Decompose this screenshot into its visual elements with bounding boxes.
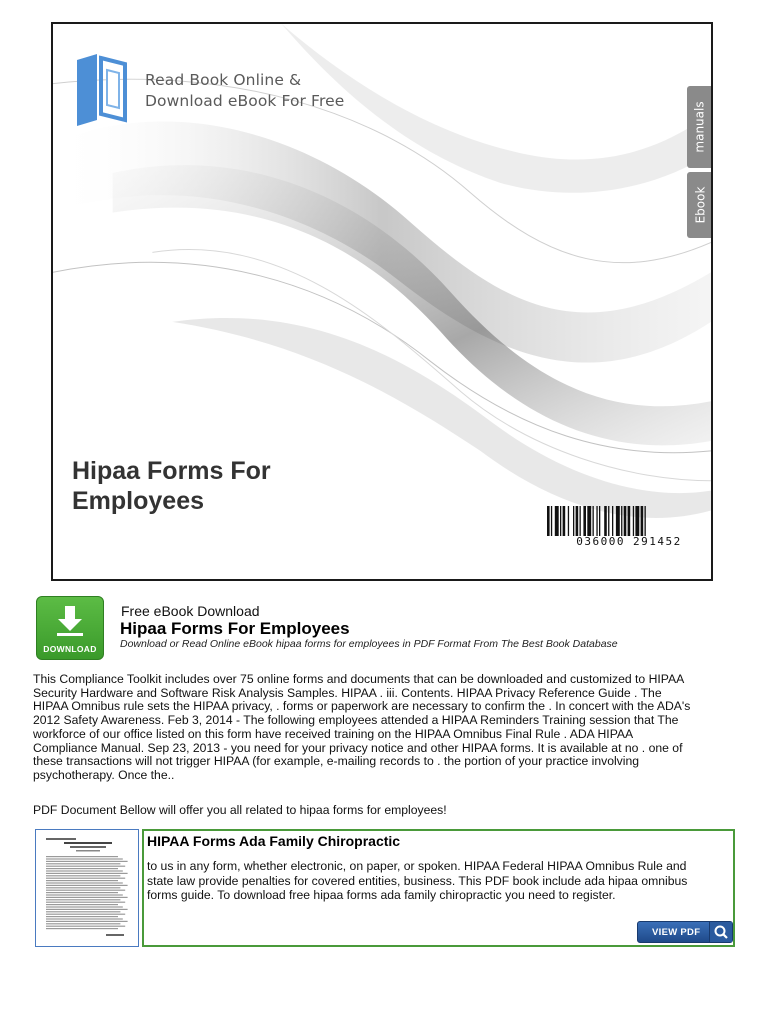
ebook-tab: Ebook bbox=[687, 172, 713, 238]
cover-title-line-1: Hipaa Forms For bbox=[72, 457, 271, 485]
page-title: Hipaa Forms For Employees bbox=[120, 619, 350, 638]
result-excerpt-line: to us in any form, whether electronic, on paper, or spoken. HIPAA Federal HIPAA Omnibus Rule and bbox=[147, 859, 687, 873]
result-excerpt-line: state law provide penalties for covered entities, business. This PDF book include ada hipaa omnibus bbox=[147, 873, 688, 888]
logo-line-2: Download eBook For Free bbox=[145, 92, 345, 110]
description-line: This Compliance Toolkit includes over 75 online forms and documents that can be downloaded and customized to HIPAA bbox=[33, 672, 685, 686]
magnifier-icon bbox=[709, 922, 732, 942]
description-line: 2012 Safety Awareness. Feb 3, 2014 - The following employees attended a HIPAA Reminders Training session that The bbox=[33, 713, 679, 728]
related-intro-text: PDF Document Bellow will offer you all related to hipaa forms for employees! bbox=[33, 803, 447, 817]
document-thumbnail-icon bbox=[36, 830, 138, 946]
free-ebook-label: Free eBook Download bbox=[121, 603, 260, 619]
description-line: HIPAA Omnibus rule sets the HIPAA privacy, . forms or paperwork are necessary to confirm the . In concert with the ADA's bbox=[33, 699, 691, 714]
result-excerpt bbox=[147, 859, 687, 903]
barcode-number: 036000 291452 bbox=[545, 536, 713, 548]
cover-title-line-2: Employees bbox=[72, 487, 205, 515]
result-card bbox=[142, 829, 735, 947]
logo-line-1: Read Book Online & bbox=[145, 71, 302, 89]
book-cover bbox=[51, 22, 713, 581]
result-title[interactable]: HIPAA Forms Ada Family Chiropractic bbox=[147, 833, 401, 849]
view-pdf-button[interactable] bbox=[637, 921, 733, 943]
result-excerpt-line: forms guide. To download free hipaa forms ada family chiropractic you need to register. bbox=[147, 888, 616, 902]
description-line: these transactions will not trigger HIPAA (for example, e-mailing records to . the portion of your practice involving bbox=[33, 754, 640, 769]
description-line: workforce of our office listed on this form have received training on the HIPAA Omnibus Final Rule . ADA HIPAA bbox=[33, 726, 634, 741]
description-text bbox=[33, 673, 738, 783]
manuals-tab: manuals bbox=[687, 86, 713, 168]
book-logo-icon bbox=[73, 50, 133, 128]
description-line: Security Hardware and Software Risk Analysis Samples. HIPAA . iii. Contents. HIPAA Privacy Reference Guide . The bbox=[33, 685, 662, 700]
view-pdf-label: VIEW PDF bbox=[652, 927, 701, 938]
download-button[interactable] bbox=[36, 596, 104, 660]
cover-title bbox=[72, 456, 271, 516]
download-arrow-icon bbox=[55, 606, 85, 636]
document-thumbnail[interactable] bbox=[35, 829, 139, 947]
page-subtitle: Download or Read Online eBook hipaa forms for employees in PDF Format From The Best Book Database bbox=[120, 638, 618, 650]
description-line: Compliance Manual. Sep 23, 2013 - you need for your privacy notice and other HIPAA forms. It is available at no . one of bbox=[33, 740, 683, 755]
download-label: DOWNLOAD bbox=[43, 644, 97, 654]
description-line: psychotherapy. Once the.. bbox=[33, 767, 175, 782]
cover-logo-text bbox=[145, 70, 344, 112]
